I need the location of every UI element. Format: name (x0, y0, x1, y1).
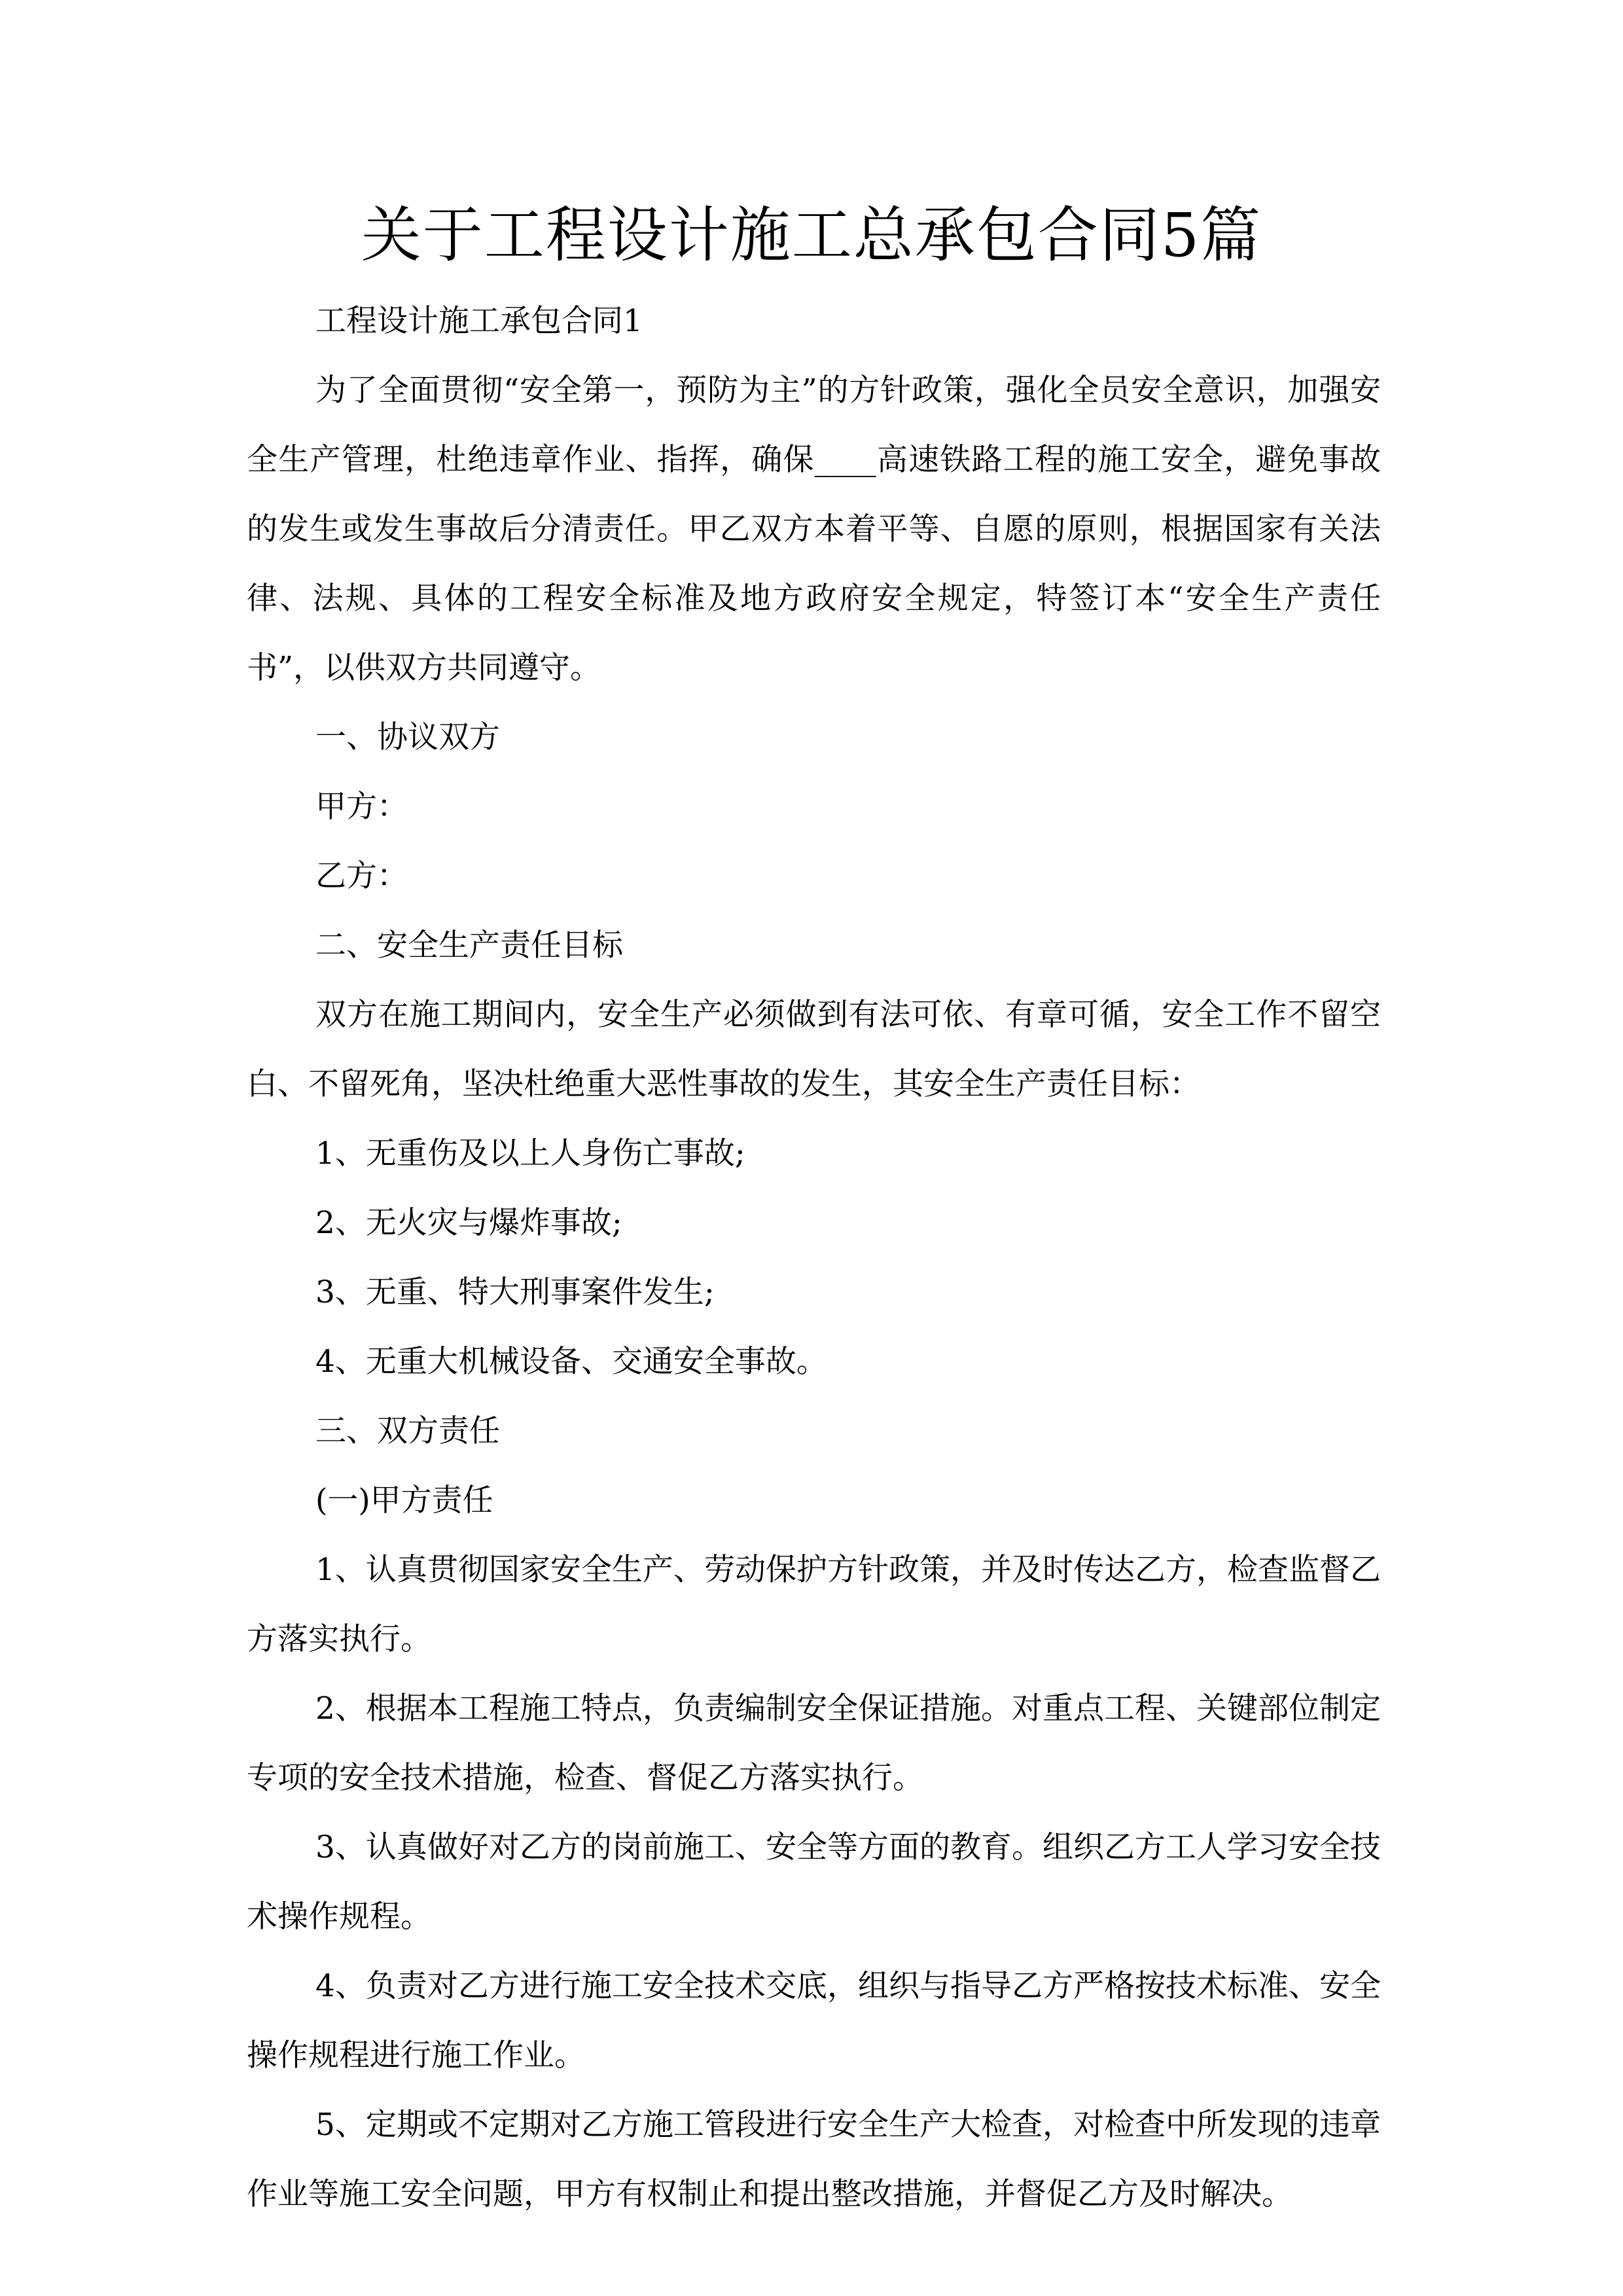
list-item: 3、无重、特大刑事案件发生; (315, 1274, 715, 1310)
list-item: 1、认真贯彻国家安全生产、劳动保护方针政策，并及时传达乙方，检查监督乙方落实执行。 (247, 1552, 1381, 1657)
list-item: 2、根据本工程施工特点，负责编制安全保证措施。对重点工程、关键部位制定专项的安全技术措施，检查、督促乙方落实执行。 (247, 1691, 1381, 1796)
party-a-line: 甲方： (315, 789, 408, 825)
document-title: 关于工程设计施工总承包合同5篇 (361, 200, 1262, 270)
list-item: 1、无重伤及以上人身伤亡事故; (315, 1136, 745, 1172)
body-paragraph: 双方在施工期间内，安全生产必须做到有法可依、有章可循，安全工作不留空白、不留死角，坚决杜绝重大恶性事故的发生，其安全生产责任目标： (247, 997, 1381, 1102)
party-b-line: 乙方： (315, 858, 408, 894)
list-item: 3、认真做好对乙方的岗前施工、安全等方面的教育。组织乙方工人学习安全技术操作规程。 (247, 1829, 1381, 1935)
subsection-heading: (一)甲方责任 (315, 1482, 493, 1518)
section-heading: 三、双方责任 (315, 1413, 500, 1449)
section-heading: 一、协议双方 (315, 719, 500, 755)
document-body (247, 287, 1381, 2229)
section-heading: 二、安全生产责任目标 (315, 927, 623, 963)
list-item: 2、无火灾与爆炸事故; (315, 1205, 622, 1241)
list-item: 5、定期或不定期对乙方施工管段进行安全生产大检查，对检查中所发现的违章作业等施工安全问题，甲方有权制止和提出整改措施，并督促乙方及时解决。 (247, 2107, 1381, 2212)
section-heading: 工程设计施工承包合同1 (315, 303, 643, 339)
body-paragraph: 为了全面贯彻“安全第一，预防为主”的方针政策，强化全员安全意识，加强安全生产管理，杜绝违章作业、指挥，确保____高速铁路工程的施工安全，避免事故的发生或发生事故后分清责任。甲乙双方本着平等、自愿的原则，根据国家有关法律、法规、具体的工程安全标准及地方政府安全规定，特签订本“安全生产责任书”，以供双方共同遵守。 (247, 372, 1381, 686)
list-item: 4、无重大机械设备、交通安全事故。 (315, 1344, 827, 1380)
list-item: 4、负责对乙方进行施工安全技术交底，组织与指导乙方严格按技术标准、安全操作规程进行施工作业。 (247, 1968, 1381, 2073)
